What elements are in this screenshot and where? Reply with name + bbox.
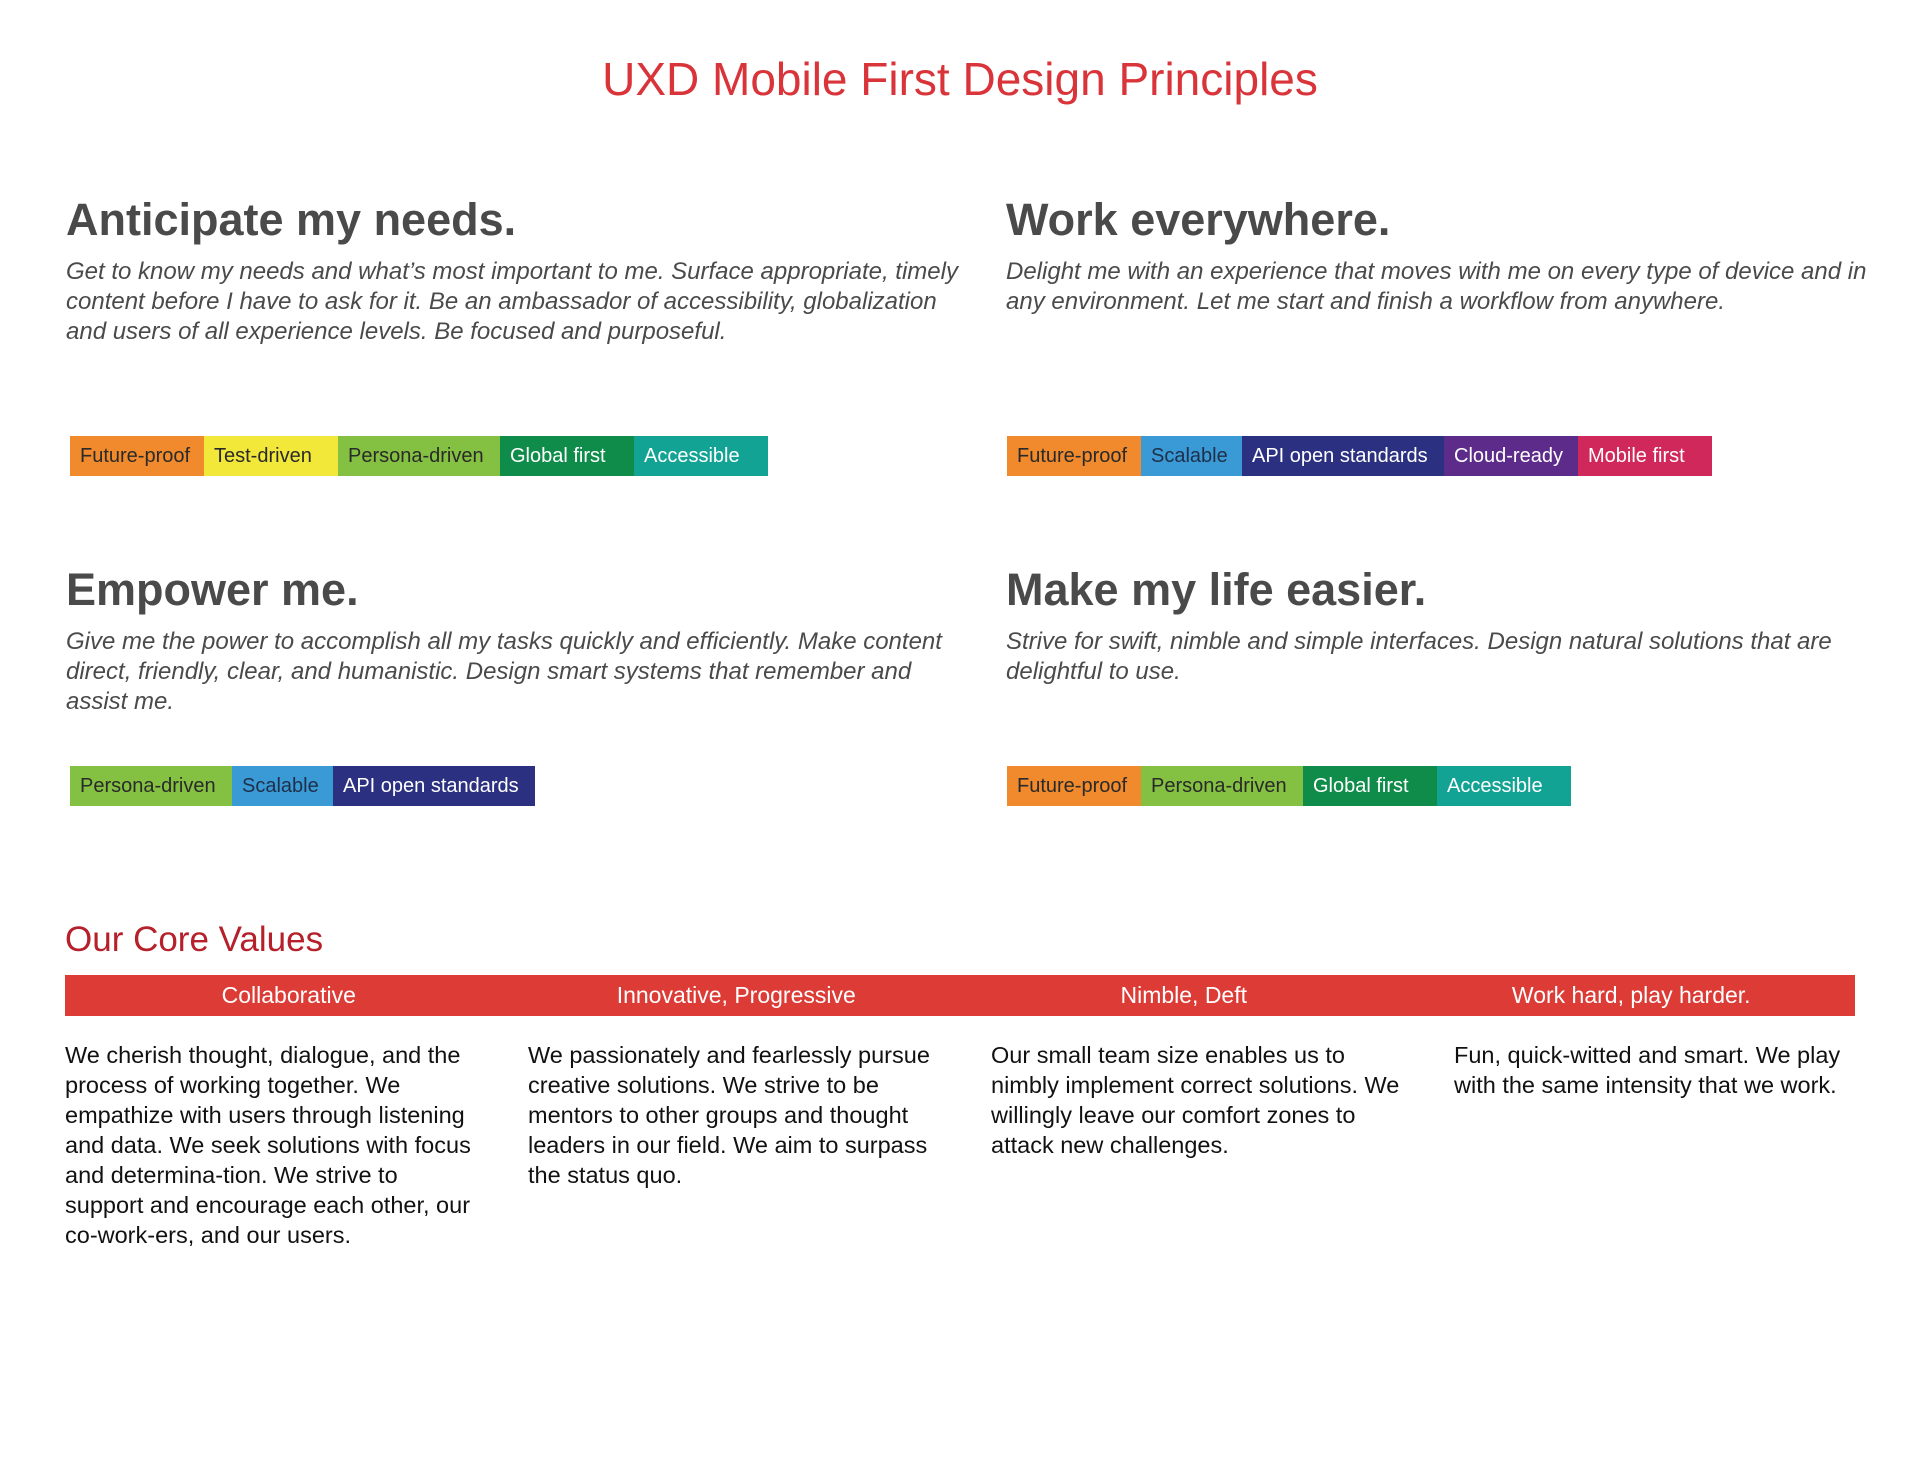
- core-value-heading: Collaborative: [221, 982, 356, 1008]
- core-value-text: Our small team size enables us to nimbly implement correct solutions. We willingly leave our comfort zones to attack new challenges.: [991, 1042, 1400, 1158]
- page-title: UXD Mobile First Design Principles: [602, 53, 1318, 105]
- principle-anticipate: [66, 193, 966, 347]
- core-value-innovative: [528, 1040, 938, 1190]
- tag-global-first: Global first: [1303, 766, 1437, 806]
- tag-mobile-first: Mobile first: [1578, 436, 1712, 476]
- tag-test-driven: Test-driven: [204, 436, 338, 476]
- tag-future-proof: Future-proof: [1007, 436, 1141, 476]
- principle-work-everywhere: [1006, 193, 1906, 317]
- tag-future-proof: Future-proof: [1007, 766, 1141, 806]
- tag-persona-driven: Persona-driven: [70, 766, 232, 806]
- principle-empower: [66, 563, 966, 717]
- principle-description: Give me the power to accomplish all my tasks quickly and efficiently. Make content direct, friendly, clear, and humanistic. Design smart systems that remember and assist me.: [66, 628, 942, 715]
- core-value-text: We cherish thought, dialogue, and the process of working together. We empathize with users through listening and data. We seek solutions with focus and determina-tion. We strive to support and encourage each other, our co-work-ers, and our users.: [65, 1042, 471, 1248]
- core-value-heading: Work hard, play harder.: [1511, 982, 1751, 1008]
- core-value-heading: Innovative, Progressive: [616, 982, 856, 1008]
- tag-list: [70, 436, 768, 476]
- tag-global-first: Global first: [500, 436, 634, 476]
- core-value-text: Fun, quick-witted and smart. We play with the same intensity that we work.: [1454, 1042, 1841, 1098]
- core-value-collaborative: [65, 1040, 475, 1250]
- tag-accessible: Accessible: [1437, 766, 1571, 806]
- tag-list: [1007, 766, 1571, 806]
- tag-scalable: Scalable: [1141, 436, 1242, 476]
- principle-heading: Make my life easier.: [1006, 564, 1427, 615]
- core-value-nimble: [991, 1040, 1401, 1160]
- core-value-heading: Nimble, Deft: [1120, 982, 1248, 1008]
- principle-heading: Anticipate my needs.: [66, 194, 517, 245]
- principle-easier: [1006, 563, 1906, 687]
- tag-cloud-ready: Cloud-ready: [1444, 436, 1578, 476]
- principle-heading: Work everywhere.: [1006, 194, 1391, 245]
- principle-description: Strive for swift, nimble and simple interfaces. Design natural solutions that are delightful to use.: [1006, 628, 1832, 685]
- core-value-text: We passionately and fearlessly pursue creative solutions. We strive to be mentors to other groups and thought leaders in our field. We aim to surpass the status quo.: [528, 1042, 930, 1188]
- principle-heading: Empower me.: [66, 564, 359, 615]
- tag-accessible: Accessible: [634, 436, 768, 476]
- core-values-title: Our Core Values: [65, 920, 324, 959]
- tag-list: [1007, 436, 1712, 476]
- tag-persona-driven: Persona-driven: [338, 436, 500, 476]
- principle-description: Delight me with an experience that moves with me on every type of device and in any environment. Let me start and finish a workflow from anywhere.: [1006, 258, 1867, 315]
- tag-api-open-standards: API open standards: [333, 766, 535, 806]
- tag-api-open-standards: API open standards: [1242, 436, 1444, 476]
- tag-scalable: Scalable: [232, 766, 333, 806]
- tag-persona-driven: Persona-driven: [1141, 766, 1303, 806]
- core-values-header-bar: [65, 975, 1855, 1016]
- principle-description: Get to know my needs and what’s most important to me. Surface appropriate, timely content before I have to ask for it. Be an ambassador of accessibility, globalization and users of all experience levels. Be focused and purposeful.: [66, 258, 958, 345]
- core-value-work-hard: [1454, 1040, 1864, 1100]
- tag-list: [70, 766, 535, 806]
- tag-future-proof: Future-proof: [70, 436, 204, 476]
